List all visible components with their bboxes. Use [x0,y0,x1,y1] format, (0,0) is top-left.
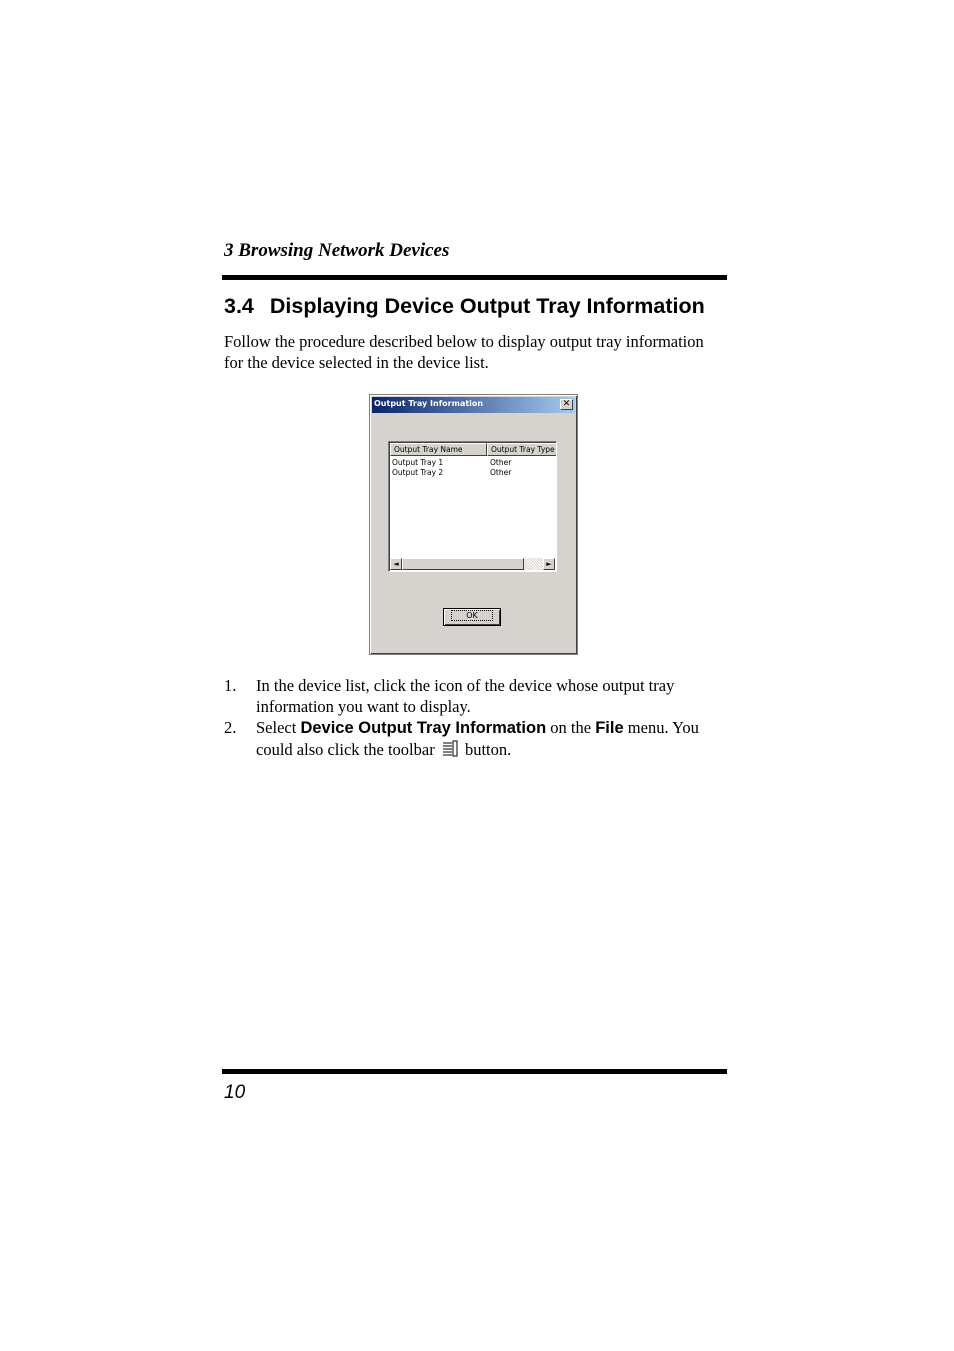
arrow-left-icon: ◄ [393,560,399,568]
close-icon: ✕ [562,399,571,409]
procedure-steps [224,675,724,762]
step-text-end: button. [464,740,512,759]
close-button[interactable] [560,399,573,410]
section-title [224,294,705,319]
tray-name: Output Tray 2 [392,468,444,477]
ok-button-label: OK [451,610,493,621]
menu-name: File [595,719,624,737]
horizontal-scrollbar[interactable] [390,558,555,570]
list-header [390,443,555,456]
column-header-tray-name[interactable]: Output Tray Name [390,443,487,456]
output-tray-icon [442,740,458,762]
step-item [224,717,724,762]
tray-type: Other [490,458,512,467]
scroll-left-button[interactable] [390,558,402,570]
step-text: In the device list, click the icon of the device whose output tray information you want to display. [256,676,675,716]
output-tray-list[interactable] [388,441,557,572]
step-number: 2. [224,718,237,737]
footer-rule [222,1069,727,1074]
menu-item-name: Device Output Tray Information [300,719,547,737]
output-tray-dialog [369,394,578,655]
dialog-title: Output Tray Information [374,399,484,408]
arrow-right-icon: ► [546,560,552,568]
scroll-thumb[interactable] [402,558,524,570]
column-header-tray-type[interactable]: Output Tray Type [487,443,557,456]
tray-type: Other [490,468,512,477]
running-head: 3 Browsing Network Devices [224,240,450,261]
section-title-text: Displaying Device Output Tray Information [269,294,705,318]
step-text-post: menu. You could also click the toolbar [256,718,699,759]
intro-paragraph: Follow the procedure described below to display output tray information for the device selected in the device list. [224,332,704,372]
step-item [224,675,724,717]
dialog-titlebar [372,397,575,413]
page-number: 10 [224,1082,246,1103]
ok-button[interactable] [443,608,501,626]
tray-name: Output Tray 1 [392,458,444,467]
header-rule [222,275,727,280]
step-text-mid: on the [546,718,596,737]
scroll-right-button[interactable] [543,558,555,570]
section-number: 3.4 [224,294,254,318]
step-number: 1. [224,676,237,695]
step-text-pre: Select [256,718,301,737]
